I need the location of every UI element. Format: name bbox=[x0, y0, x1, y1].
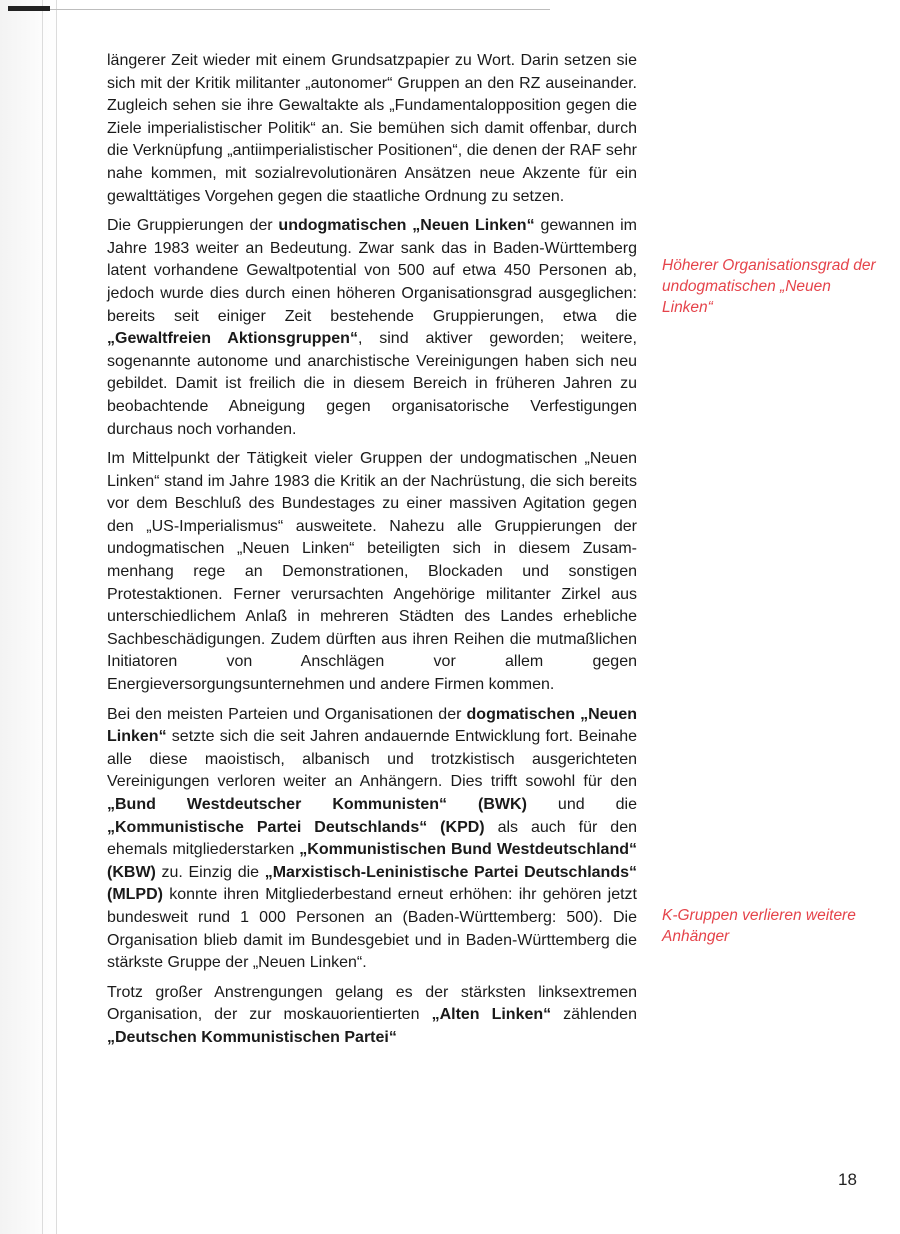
bold-run: „Bund Westdeutscher Kommunisten“ (BWK) bbox=[107, 796, 527, 813]
text-run: zählenden bbox=[551, 1006, 637, 1024]
binding-line bbox=[42, 0, 43, 1234]
binding-edge bbox=[0, 0, 60, 1234]
text-run: Bei den meisten Parteien und Organisationen der bbox=[107, 705, 467, 723]
bold-run: dogmatischen „Neuen Linken“ bbox=[107, 705, 637, 746]
bold-run: „Gewaltfreien Aktionsgruppen“ bbox=[107, 330, 358, 348]
top-rule bbox=[50, 9, 550, 10]
bold-run: undogmatischen „Neuen Linken“ bbox=[278, 217, 535, 235]
text-run: setzte sich die seit Jahren andauernde Entwicklung fort. Beinahe alle diese maoistisch, albanisch und trotzkistisch ausgerichteten Vereinigungen verloren weiter an Anhängern. Dies trifft sowohl für den bbox=[107, 728, 637, 791]
text-run: Die Gruppierungen der bbox=[107, 217, 279, 235]
paragraph bbox=[107, 982, 637, 1050]
text-run: als auch für den ehemals mitgliederstarken bbox=[107, 818, 637, 859]
text-run: und die bbox=[526, 796, 638, 813]
paragraph bbox=[107, 50, 637, 208]
binding-line bbox=[56, 0, 57, 1234]
margin-note-k-gruppen: K-Gruppen verlieren weitere Anhänger bbox=[662, 907, 856, 945]
bold-run: „Kommunistische Partei Deutschlands“ (KPD) bbox=[107, 818, 485, 836]
bold-run: „Kommunistischen Bund Westdeutschland“ (KBW) bbox=[107, 841, 637, 881]
text-run: Trotz großer Anstrengungen gelang es der stärksten linksextremen Organisation, der zur moskauorientierten bbox=[107, 983, 637, 1024]
bold-run: „Deutschen Kommunistischen Partei“ bbox=[107, 1028, 397, 1046]
text-run: längerer Zeit wieder mit einem Grundsatzpapier zu Wort. Darin setzen sie sich mit der Kritik militanter „autonomer“ Gruppen an den RZ auseinander. Zugleich sehen sie ihre Gewaltakte als „Fundamentalopposition gegen die Ziele imperialistischer Politik“ an. Sie bemühen sich damit offenbar, durch die Verknüpfung „antiimperialistischer Positionen“, die denen der RAF sehr nahe kommen, mit sozialrevolutionären Ansätzen neue Akzente für ein gewalttätiges Vorgehen gegen die staatliche Ordnung zu setzen. bbox=[107, 52, 637, 205]
bold-run: „Marxistisch-Leninistische Partei Deutschlands“ (MLPD) bbox=[107, 863, 637, 904]
bold-run: „Alten Linken“ bbox=[431, 1006, 552, 1024]
text-run: Im Mittelpunkt der Tätigkeit vieler Gruppen der undogmatischen „Neuen Linken“ stand im Jahre 1983 die Kritik an der Nachrüstung, die sich bereits vor dem Beschluß des Bundestages zu einer massiven Agitation gegen den „US-Imperialismus“ ausweitete. Nahezu alle Gruppierungen der undogmatischen „Neuen Linken“ beteiligten sich in diesem Zusammenhang rege an Demonstrationen, Blockaden und sonstigen Protestaktionen. Ferner verursachten Angehörige militanter Zirkel aus unterschiedlichem Anlaß in mehreren Städten des Landes erhebliche Sachbeschädigungen. Zudem dürften aus ihren Reihen die mutmaßlichen Initiatoren von Anschlägen vor allem gegen Energieversorgungsunternehmen und andere Firmen kommen. bbox=[107, 450, 637, 694]
text-run: gewannen im Jahre 1983 weiter an Bedeutung. Zwar sank das in Baden-Württemberg latent vorhandene Gewaltpotential von 500 auf etwa 450 Personen ab, jedoch wurde dies durch einen höheren Organisationsgrad ausgeglichen: bereits seit einiger Zeit bestehende Gruppierungen, etwa die bbox=[107, 217, 638, 325]
margin-note-organisation: Höherer Organisationsgrad der undogmatischen „Neuen Linken“ bbox=[662, 257, 876, 316]
paragraph bbox=[107, 215, 637, 441]
top-edge-mark bbox=[8, 6, 50, 11]
page-number: 18 bbox=[838, 1170, 857, 1189]
main-text-column bbox=[107, 50, 637, 1057]
paragraph bbox=[107, 704, 637, 975]
text-run: konnte ihren Mitgliederbestand erneut erhöhen: ihr gehören jetzt bundesweit rund 1 000 Personen an (Baden-Württemberg: 500). Die Organisation blieb damit im Bundesgebiet und in Baden-Württemberg die stärkste Gruppe der „Neuen Linken“. bbox=[107, 886, 637, 972]
paragraph bbox=[107, 448, 637, 697]
text-run: , sind aktiver geworden; weitere, sogenannte autonome und anarchistische Vereinigungen haben sich neu gebildet. Damit ist freilich die in diesem Bereich in früheren Jahren zu beobachtende Abneigung gegen organisatorische Verfestigungen durchaus noch vorhanden. bbox=[107, 330, 637, 438]
text-run: zu. Einzig die bbox=[155, 863, 265, 881]
